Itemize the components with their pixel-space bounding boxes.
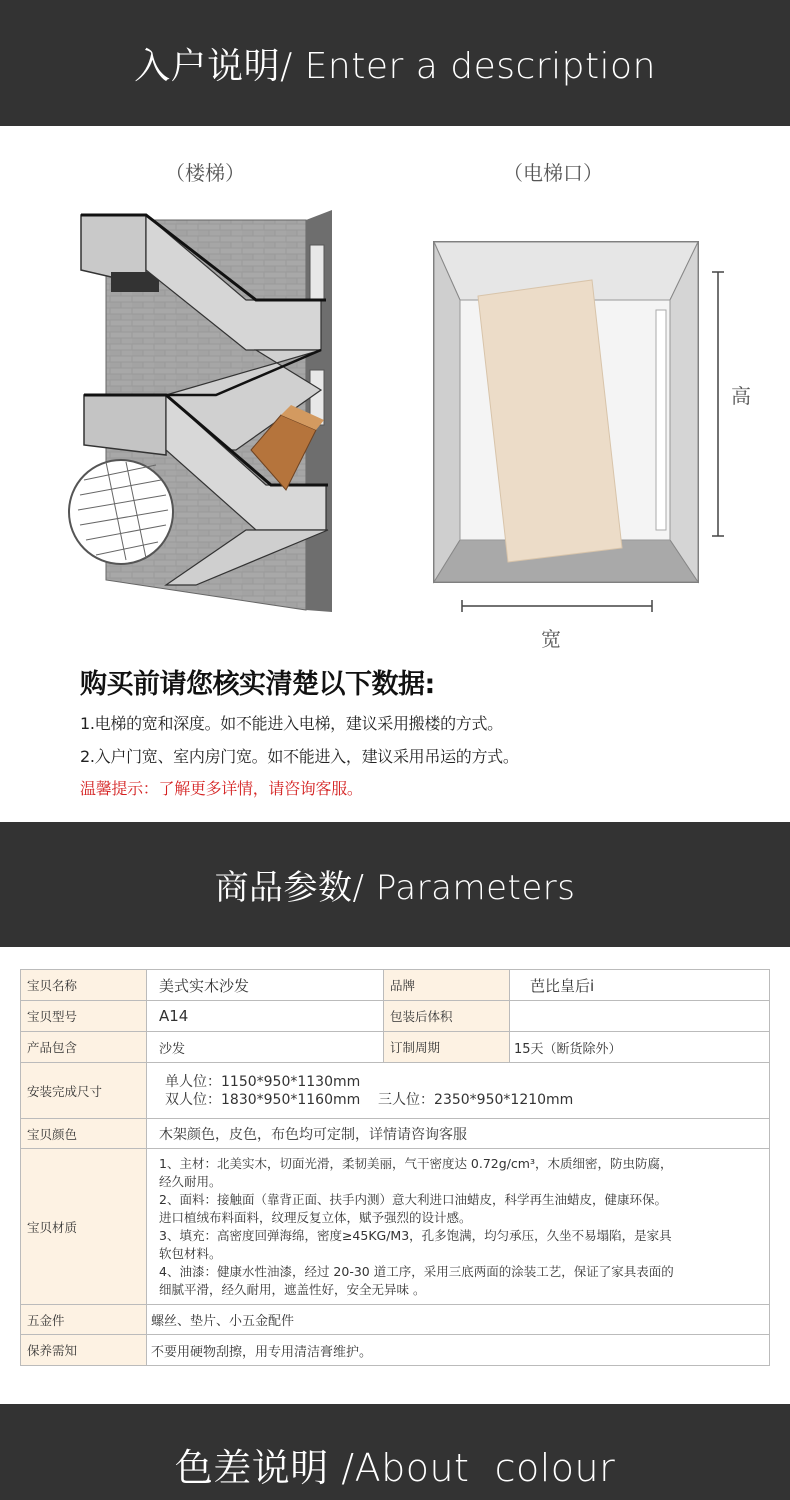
elevator-illustration [420,230,760,650]
material-line: 经久耐用。 [159,1173,222,1189]
table-row [21,1063,770,1119]
table-row [21,1335,770,1366]
param-val-hardware: 螺丝、垫片、小五金配件 [147,1305,770,1335]
param-key-hardware: 五金件 [21,1305,147,1335]
table-row [21,1001,770,1032]
purchase-notice [80,662,740,799]
width-label: 宽 [541,627,561,651]
material-line: 1、主材：北美实木，切面光滑，柔韧美丽，气干密度达 0.72g/cm³，木质细密，防虫防腐， [159,1155,673,1171]
elevator-caption: （电梯口） [503,161,603,185]
param-key-cycle: 订制周期 [384,1032,510,1063]
table-row [21,1032,770,1063]
section-title-colour: 色差说明 /About colour [174,1445,616,1490]
param-val-pack-volume [510,1001,770,1032]
section-banner-params [0,822,790,947]
param-key-size: 安装完成尺寸 [21,1063,147,1119]
stairwell-illustration [66,200,346,620]
size-line-single: 单人位：1150*950*1130mm [165,1073,361,1090]
notice-tip: 温馨提示：了解更多详情，请咨询客服。 [80,779,363,798]
param-val-material [147,1149,770,1305]
notice-title: 购买前请您核实清楚以下数据: [80,669,435,700]
param-key-name: 宝贝名称 [21,970,147,1001]
section-title-entry: 入户说明/ Enter a description [134,45,656,87]
table-row [21,970,770,1001]
material-line: 软包材料。 [159,1245,222,1261]
material-line: 进口植绒布料面料，纹理反复立体，赋予强烈的设计感。 [159,1209,472,1225]
param-key-care: 保养需知 [21,1335,147,1366]
param-key-pack-volume: 包装后体积 [384,1001,510,1032]
size-line-double-triple: 双人位：1830*950*1160mm 三人位：2350*950*1210mm [165,1091,574,1108]
param-val-name: 美式实木沙发 [147,970,384,1001]
table-row [21,1149,770,1305]
param-key-color: 宝贝颜色 [21,1119,147,1149]
section-banner-entry [0,0,790,126]
param-val-color: 木架颜色，皮色，布色均可定制，详情请咨询客服 [147,1119,770,1149]
material-line: 3、填充：高密度回弹海绵，密度≥45KG/M3，孔多饱满，均匀承压，久坐不易塌陷，是家具 [159,1227,672,1243]
notice-line-door: 2.入户门宽、室内房门宽。如不能进入，建议采用吊运的方式。 [80,747,519,766]
section-title-params: 商品参数/ Parameters [214,868,576,908]
material-line: 2、面料：接触面（靠背正面、扶手内测）意大利进口油蜡皮，科学再生油蜡皮，健康环保。 [159,1191,667,1207]
param-val-includes: 沙发 [147,1032,384,1063]
stairs-caption: （楼梯） [165,161,245,185]
table-row [21,1305,770,1335]
param-key-model: 宝贝型号 [21,1001,147,1032]
material-line: 细腻平滑，经久耐用，遮盖性好，安全无异味 。 [159,1281,426,1297]
param-key-material: 宝贝材质 [21,1149,147,1305]
notice-line-elevator: 1.电梯的宽和深度。如不能进入电梯，建议采用搬楼的方式。 [80,714,503,733]
param-key-brand: 品牌 [384,970,510,1001]
parameters-table [20,969,770,1366]
table-row [21,1119,770,1149]
param-val-cycle: 15天（断货除外） [510,1032,770,1063]
param-val-size [147,1063,770,1119]
height-label: 高 [731,384,751,408]
param-val-brand: 芭比皇后i [510,970,770,1001]
param-val-care: 不要用硬物刮擦，用专用清洁膏维护。 [147,1335,770,1366]
section-banner-colour [0,1404,790,1500]
material-line: 4、油漆：健康水性油漆，经过 20-30 道工序，采用三底两面的涂装工艺，保证了家具表面的 [159,1263,674,1279]
param-val-model: A14 [147,1001,384,1032]
param-key-includes: 产品包含 [21,1032,147,1063]
